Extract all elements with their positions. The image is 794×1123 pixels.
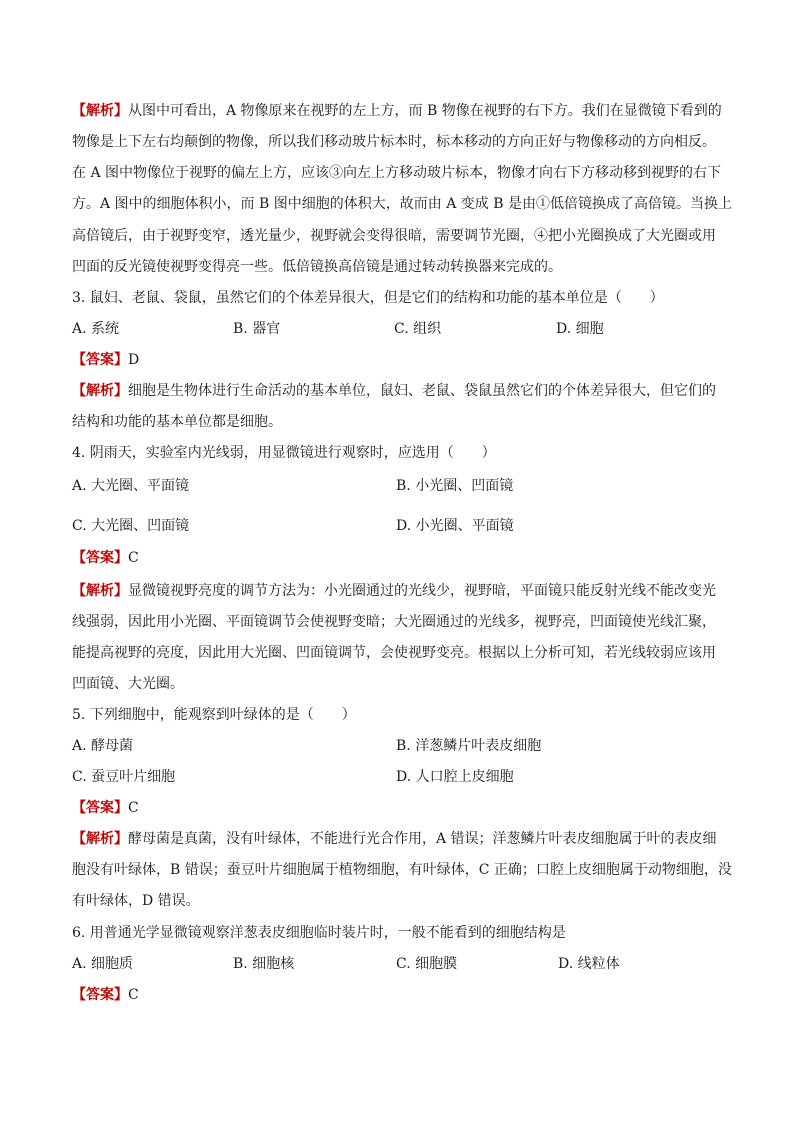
q5-option-c: C. 蚕豆叶片细胞 — [72, 769, 176, 785]
q4-option-b: B. 小光圈、凹面镜 — [396, 478, 514, 494]
q5-analysis-line-1: 【解析】酵母菌是真菌，没有叶绿体，不能进行光合作用，A 错误；洋葱鳞片叶表皮细胞属于叶的表皮细 — [72, 831, 717, 847]
q2-analysis-line-5: 高倍镜后，由于视野变窄，透光量少，视野就会变得很暗，需要调节光圈，④把小光圈换成了大光圈或用 — [72, 228, 716, 244]
q4-option-c: C. 大光圈、凹面镜 — [72, 518, 190, 534]
q2-analysis-line-4: 方。A 图中的细胞体积小，而 B 图中细胞的体积大，故而由 A 变成 B 是由①低倍镜换成了高倍镜。当换上 — [72, 196, 732, 212]
q5-answer: 【答案】C — [72, 800, 139, 816]
q3-option-c: C. 组织 — [394, 321, 442, 337]
q5-option-b: B. 洋葱鳞片叶表皮细胞 — [396, 738, 542, 754]
answer-label: 【答案】 — [72, 352, 128, 368]
q2-analysis-line-6: 凹面的反光镜使视野变得亮一些。低倍镜换高倍镜是通过转动转换器来完成的。 — [72, 259, 562, 275]
q4-answer: 【答案】C — [72, 550, 139, 566]
q4-analysis-line-3: 能提高视野的亮度，因此用大光圈、凹面镜调节，会使视野变亮。根据以上分析可知，若光线较弱应该用 — [72, 645, 716, 661]
q3-option-d: D. 细胞 — [556, 321, 604, 337]
q6-option-d: D. 线粒体 — [558, 956, 620, 972]
q2-analysis-line-3: 在 A 图中物像位于视野的偏左上方，应该③向左上方移动玻片标本，物像才向右下方移动移到视野的右下 — [72, 165, 722, 181]
q3-option-b: B. 器官 — [233, 321, 281, 337]
q6-stem: 6. 用普通光学显微镜观察洋葱表皮细胞临时装片时，一般不能看到的细胞结构是 — [72, 925, 566, 941]
q4-option-a: A. 大光圈、平面镜 — [72, 478, 190, 494]
q6-answer: 【答案】C — [72, 987, 139, 1003]
q2-analysis-line-1: 【解析】从图中可看出，A 物像原来在视野的左上方，而 B 物像在视野的右下方。我们在显微镜下看到的 — [72, 103, 722, 119]
q3-answer: 【答案】D — [72, 352, 140, 368]
q5-analysis-line-2: 胞没有叶绿体，B 错误；蚕豆叶片细胞属于植物细胞，有叶绿体，C 正确；口腔上皮细胞属于动物细胞，没 — [72, 862, 732, 878]
q4-analysis-line-4: 凹面镜、大光圈。 — [72, 676, 184, 692]
analysis-label: 【解析】 — [72, 383, 128, 399]
q5-option-a: A. 酵母菌 — [72, 738, 134, 754]
q3-stem: 3. 鼠妇、老鼠、袋鼠，虽然它们的个体差异很大，但是它们的结构和功能的基本单位是（ ） — [72, 290, 664, 306]
q4-analysis-line-2: 线强弱，因此用小光圈、平面镜调节会使视野变暗；大光圈通过的光线多，视野亮，凹面镜使光线汇聚， — [72, 614, 716, 630]
q5-analysis-line-3: 有叶绿体，D 错误。 — [72, 893, 200, 909]
q3-option-a: A. 系统 — [72, 321, 120, 337]
q4-option-d: D. 小光圈、平面镜 — [396, 518, 514, 534]
analysis-label: 【解析】 — [72, 831, 128, 847]
q4-analysis-line-1: 【解析】显微镜视野亮度的调节方法为：小光圈通过的光线少，视野暗，平面镜只能反射光线不能改变光 — [72, 583, 716, 599]
analysis-label: 【解析】 — [72, 103, 128, 119]
q5-option-d: D. 人口腔上皮细胞 — [396, 769, 514, 785]
q6-option-c: C. 细胞膜 — [396, 956, 458, 972]
answer-label: 【答案】 — [72, 800, 128, 816]
analysis-label: 【解析】 — [72, 583, 128, 599]
q5-stem: 5. 下列细胞中，能观察到叶绿体的是（ ） — [72, 707, 356, 723]
q3-analysis-line-1: 【解析】细胞是生物体进行生命活动的基本单位，鼠妇、老鼠、袋鼠虽然它们的个体差异很大，但它们的 — [72, 383, 716, 399]
q6-option-a: A. 细胞质 — [72, 956, 134, 972]
q2-analysis-line-2: 物像是上下左右均颠倒的物像，所以我们移动玻片标本时，标本移动的方向正好与物像移动的方向相反。 — [72, 134, 716, 150]
q6-option-b: B. 细胞核 — [233, 956, 295, 972]
answer-label: 【答案】 — [72, 550, 128, 566]
q3-analysis-line-2: 结构和功能的基本单位都是细胞。 — [72, 414, 282, 430]
answer-label: 【答案】 — [72, 987, 128, 1003]
q4-stem: 4. 阴雨天，实验室内光线弱，用显微镜进行观察时，应选用（ ） — [72, 445, 496, 461]
